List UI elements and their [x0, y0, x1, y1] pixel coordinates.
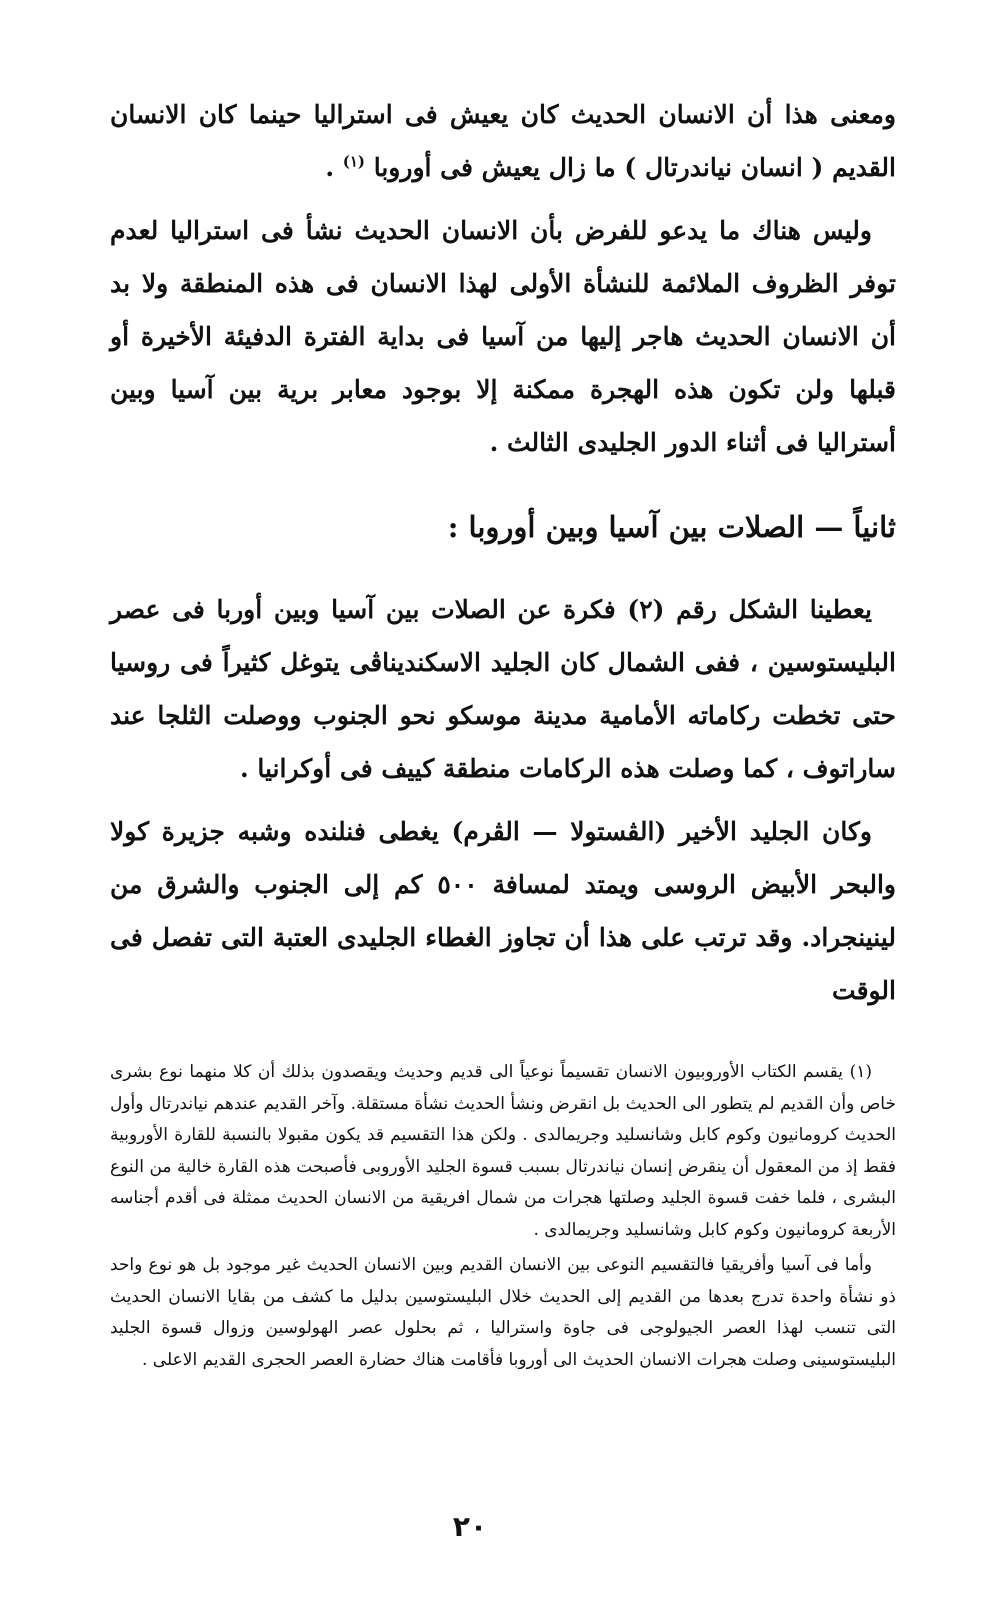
- footnote: (١) يقسم الكتاب الأوروبيون الانسان تقسيماً نوعياً الى قديم وحديث ويقصدون بذلك أن كلا منهما نوع بشرى خاص وأن القديم لم يتطور الى الحديث بل انقرض ونشأ الحديث نشأة مستقلة. وآخر القديم عندهم نياندرتال وأول الحديث كرومانيون وكوم كابل وشانسليد وجريمالدى . ولكن هذا التقسيم قد يكون مقبولا بالنسبة للقارة الأوروبية فقط إذ من المعقول أن ينقرض إنسان نياندرتال بسبب قسوة الجليد الأوروبى فأصبحت هذه القارة خالية من النوع البشرى ، فلما خفت قسوة الجليد وصلتها هجرات من شمال افريقية من الانسان الحديث ممثلة فى أقدم أجناسه الأربعة كرومانيون وكوم كابل وشانسليد وجريمالدى .: [110, 1062, 896, 1240]
- section-heading: ثانياً — الصلات بين آسيا وبين أوروبا :: [447, 510, 896, 544]
- footnote-reference: (١): [342, 152, 366, 171]
- body-paragraph: [110, 88, 896, 194]
- page-number: ٢٠: [452, 1510, 488, 1543]
- footnotes: [110, 1057, 896, 1376]
- paragraph-text: ومعنى هذا أن الانسان الحديث كان يعيش فى استراليا حينما كان الانسان القديم ( انسان نياندرتال ) ما زال يعيش فى أوروبا: [110, 100, 896, 182]
- body-paragraph: وليس هناك ما يدعو للفرض بأن الانسان الحديث نشأ فى استراليا لعدم توفر الظروف الملائمة للنشأة الأولى لهذا الانسان فى هذه المنطقة ولا بد أن الانسان الحديث هاجر إليها من آسيا فى بداية الفترة الدفيئة الأخيرة أو قبلها ولن تكون هذه الهجرة ممكنة إلا بوجود معابر برية بين آسيا وبين أستراليا فى أثناء الدور الجليدى الثالث .: [110, 216, 896, 457]
- body-paragraph: يعطينا الشكل رقم (٢) فكرة عن الصلات بين آسيا وبين أوربا فى عصر البليستوسين ، ففى الشمال كان الجليد الاسكنديناڤى يتوغل كثيراً فى روسيا حتى تخطت ركاماته الأمامية مدينة موسكو نحو الجنوب ووصلت الثلجا عند ساراتوف ، كما وصلت هذه الركامات منطقة كييف فى أوكرانيا .: [110, 595, 896, 783]
- book-page: [110, 88, 896, 1376]
- paragraph-end: .: [325, 153, 343, 182]
- footnote: وأما فى آسيا وأفريقيا فالتقسيم النوعى بين الانسان القديم وبين الانسان الحديث غير موجود بل هو نوع واحد ذو نشأة واحدة تدرج بعدها من القديم إلى الحديث خلال البليستوسين بدليل ما كشف من بقايا الانسان الحديث التى تنسب لهذا العصر الجيولوجى فى جاوة واستراليا ، ثم بحلول عصر الهولوسين وزوال قسوة الجليد البليستوسينى وصلت هجرات الانسان الحديث الى أوروبا فأقامت هناك حضارة العصر الحجرى القديم الاعلى .: [110, 1255, 896, 1370]
- body-paragraph: وكان الجليد الأخير (الڤستولا — الڤرم) يغطى فنلنده وشبه جزيرة كولا والبحر الأبيض الروسى ويمتد لمسافة ٥٠٠ كم إلى الجنوب والشرق من لينينجراد. وقد ترتب على هذا أن تجاوز الغطاء الجليدى العتبة التى تفصل فى الوقت: [110, 817, 896, 1005]
